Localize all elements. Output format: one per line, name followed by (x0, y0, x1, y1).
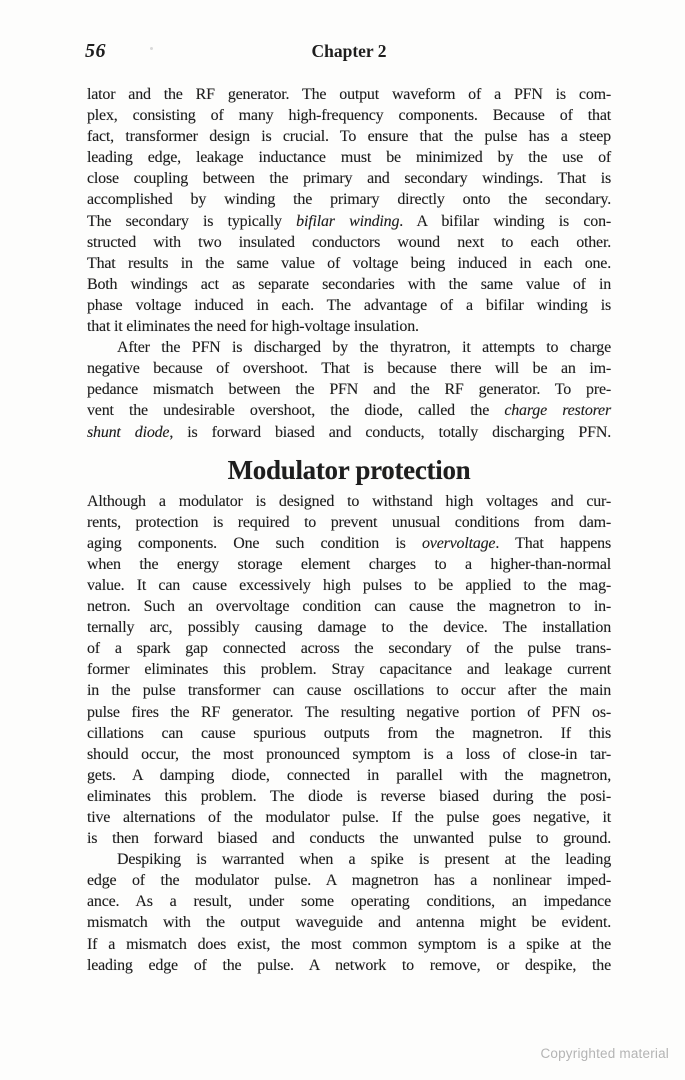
text-line: If a mismatch does exist, the most common symptom is a spike at the (87, 935, 611, 953)
text-line: phase voltage induced in each. The advantage of a bifilar winding is (87, 296, 611, 314)
italic-term-shunt-diode: shunt diode (87, 423, 170, 441)
text-line: should occur, the most pronounced symptom is a loss of close-in tar- (87, 745, 611, 763)
text-line: value. It can cause excessively high pulses to be applied to the mag- (87, 576, 611, 594)
text-line: former eliminates this problem. Stray capacitance and leakage current (87, 661, 611, 679)
text-line: in the pulse transformer can cause oscillations to occur after the main (87, 682, 611, 700)
scan-artifact-dot (150, 47, 153, 50)
text-segment: aging components. One such condition is (87, 534, 422, 552)
paragraph-1 (87, 84, 611, 337)
text-line: pedance mismatch between the PFN and the RF generator. To pre- (87, 381, 611, 399)
paragraph-4 (87, 849, 611, 976)
text-line: tive alternations of the modulator pulse. If the pulse goes negative, it (87, 809, 611, 826)
text-line (87, 211, 611, 232)
text-line (87, 422, 611, 443)
text-line: cillations can cause spurious outputs from the magnetron. If this (87, 724, 611, 742)
text-line: mismatch with the output waveguide and antenna might be evident. (87, 914, 611, 932)
text-segment: , is forward biased and conducts, totally discharging PFN. (169, 423, 611, 441)
italic-term-bifilar-winding: bifilar winding (296, 212, 400, 230)
text-line: Both windings act as separate secondaries with the same value of in (87, 275, 611, 293)
text-line: netron. Such an overvoltage condition can cause the magnetron to in- (87, 598, 611, 616)
text-line: Despiking is warranted when a spike is present at the leading (117, 851, 611, 869)
text-line: leading edge, leakage inductance must be minimized by the use of (87, 149, 611, 167)
section-heading: Modulator protection (227, 454, 471, 485)
text-line: close coupling between the primary and secondary windings. That is (87, 170, 611, 188)
text-line: Although a modulator is designed to withstand high voltages and cur- (87, 492, 611, 510)
text-line: fact, transformer design is crucial. To ensure that the pulse has a steep (87, 128, 611, 146)
text-line (87, 400, 611, 421)
text-line (87, 533, 611, 554)
paragraph-3 (87, 491, 611, 850)
text-segment: . That happens (495, 534, 611, 552)
text-line: negative because of overshoot. That is because there will be an im- (87, 360, 611, 378)
text-line: when the energy storage element charges to a higher-than-normal (87, 555, 611, 573)
text-line: That results in the same value of voltage being induced in each one. (87, 254, 611, 272)
text-segment: . A bifilar winding is con- (399, 212, 612, 230)
copyright-watermark: Copyrighted material (540, 1046, 669, 1061)
text-line: rents, protection is required to prevent unusual conditions from dam- (87, 513, 611, 531)
text-segment: The secondary is typically (87, 212, 297, 230)
paragraph-2 (87, 337, 611, 442)
text-line: plex, consisting of many high-frequency components. Because of that (87, 107, 611, 125)
text-segment: vent the undesirable overshoot, the diode, called the (87, 402, 505, 420)
italic-term-charge-restorer: charge restorer (504, 402, 611, 420)
text-line: of a spark gap connected across the secondary of the pulse trans- (87, 640, 611, 658)
running-head (87, 40, 611, 62)
text-line: structed with two insulated conductors wound next to each other. (87, 233, 611, 251)
text-line: edge of the modulator pulse. A magnetron has a nonlinear imped- (87, 872, 611, 890)
text-line: eliminates this problem. The diode is reverse biased during the posi- (87, 787, 611, 805)
text-line: that it eliminates the need for high-voltage insulation. (87, 318, 419, 336)
text-line: leading edge of the pulse. A network to remove, or despike, the (87, 956, 611, 974)
text-line: accomplished by winding the primary directly onto the secondary. (87, 191, 611, 209)
text-line: ternally arc, possibly causing damage to the device. The installation (87, 619, 611, 637)
text-line: lator and the RF generator. The output waveform of a PFN is com- (87, 86, 611, 103)
text-line: gets. A damping diode, connected in parallel with the magnetron, (87, 766, 611, 784)
text-line: pulse fires the RF generator. The resulting negative portion of PFN os- (87, 703, 611, 721)
text-line: After the PFN is discharged by the thyratron, it attempts to charge (117, 339, 611, 357)
text-block (87, 84, 611, 976)
page-number: 56 (85, 40, 106, 62)
text-line: ance. As a result, under some operating conditions, an impedance (87, 893, 611, 911)
text-line: is then forward biased and conducts the unwanted pulse to ground. (87, 830, 611, 848)
italic-term-overvoltage: overvoltage (422, 534, 496, 552)
chapter-title: Chapter 2 (311, 41, 387, 61)
